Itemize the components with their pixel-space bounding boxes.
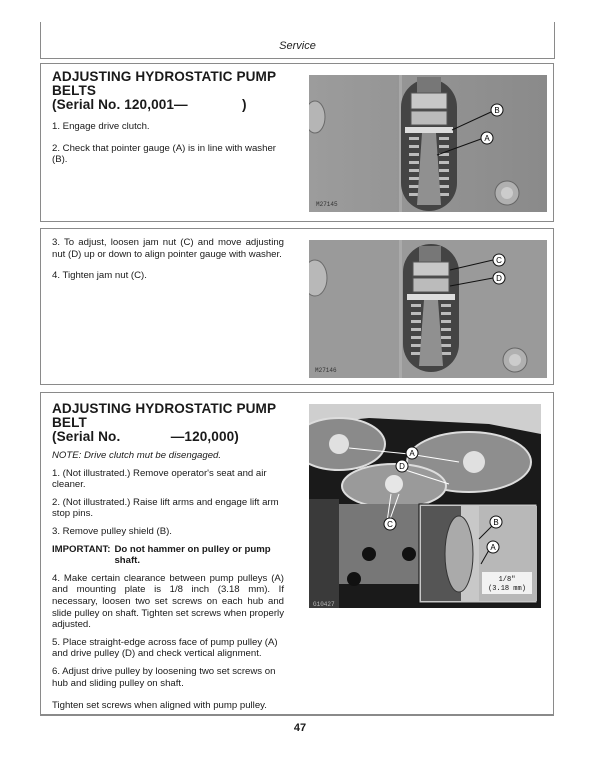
step: 1. (Not illustrated.) Remove operator's seat and air cleaner. — [52, 467, 267, 491]
svg-text:C: C — [496, 256, 502, 265]
step: 3. Remove pulley shield (B). — [52, 525, 172, 537]
page-header — [40, 22, 555, 59]
section-heading — [52, 70, 284, 112]
final-step: Tighten set screws when aligned with pump pulley. — [52, 700, 267, 712]
figure-pointer-gauge — [309, 75, 547, 212]
svg-text:D: D — [399, 462, 405, 471]
heading-serial: (Serial No. 120,001— ) — [52, 97, 247, 112]
text-column — [52, 70, 284, 166]
step: 2. Check that pointer gauge (A) is in line with washer (B). — [52, 142, 276, 166]
callout-b — [490, 516, 502, 528]
svg-text:B: B — [494, 106, 500, 115]
step: 4. Tighten jam nut (C). — [52, 270, 147, 282]
page-number: 47 — [293, 722, 307, 734]
figure-code: M27145 — [316, 201, 338, 208]
figure-code: G10427 — [313, 601, 335, 608]
svg-text:B: B — [493, 518, 499, 527]
callout-b — [491, 104, 503, 116]
step: 1. Engage drive clutch. — [52, 121, 150, 132]
important-text: Do not hammer on pulley or pump shaft. — [114, 543, 271, 567]
important-label: IMPORTANT: — [52, 543, 111, 555]
panel-adjust-jam-nut — [40, 228, 554, 385]
step: 6. Adjust drive pulley by loosening two set screws on hub and sliding pulley on shaft. — [52, 665, 276, 689]
section-title: Service — [279, 40, 316, 52]
callout-a-inset — [487, 541, 499, 553]
callout-c — [384, 518, 396, 530]
step: 2. (Not illustrated.) Raise lift arms and engage lift arm stop pins. — [52, 496, 279, 520]
heading-line: ADJUSTING HYDROSTATIC PUMP BELTS — [52, 69, 276, 98]
heading-serial: (Serial No. —120,000) — [52, 429, 239, 444]
figure-pulleys — [309, 404, 541, 608]
section-heading — [52, 402, 284, 444]
dimension-inch: 1/8" — [498, 576, 516, 584]
svg-text:D: D — [496, 274, 502, 283]
text-column — [52, 402, 284, 712]
step: 5. Place straight-edge across face of pump pulley (A) and drive pulley (D) and check vertical alignment. — [52, 636, 278, 660]
step: 4. Make certain clearance between pump pulleys (A) and mounting plate is 1/8 inch (3.18 mm). If necessary, loosen two set screws on each hub and slide pulley on shaft. Tighten set screws when properly adjusted. — [52, 572, 284, 631]
figure-jam-nut — [309, 240, 547, 378]
callout-a — [481, 132, 493, 144]
important-notice — [52, 544, 284, 567]
callout-d — [396, 460, 408, 472]
footer-rule — [40, 714, 553, 715]
inset-photo — [419, 504, 537, 603]
callout-a-top — [406, 447, 418, 459]
svg-text:A: A — [490, 543, 496, 552]
callout-d — [493, 272, 505, 284]
svg-text:A: A — [484, 134, 490, 143]
callout-c — [493, 254, 505, 266]
svg-text:A: A — [409, 449, 415, 458]
svg-text:C: C — [387, 520, 393, 529]
figure-code: M27146 — [315, 367, 337, 374]
note: NOTE: Drive clutch mut be disengaged. — [52, 450, 222, 461]
heading-line: ADJUSTING HYDROSTATIC PUMP BELT — [52, 401, 276, 430]
dimension-mm: (3.18 mm) — [488, 585, 526, 593]
panel-adjusting-belt-old — [40, 392, 554, 716]
text-column — [52, 237, 284, 282]
step: 3. To adjust, loosen jam nut (C) and move adjusting nut (D) up or down to align pointer gauge with washer. — [52, 237, 284, 260]
panel-adjusting-belts-new — [40, 63, 554, 222]
